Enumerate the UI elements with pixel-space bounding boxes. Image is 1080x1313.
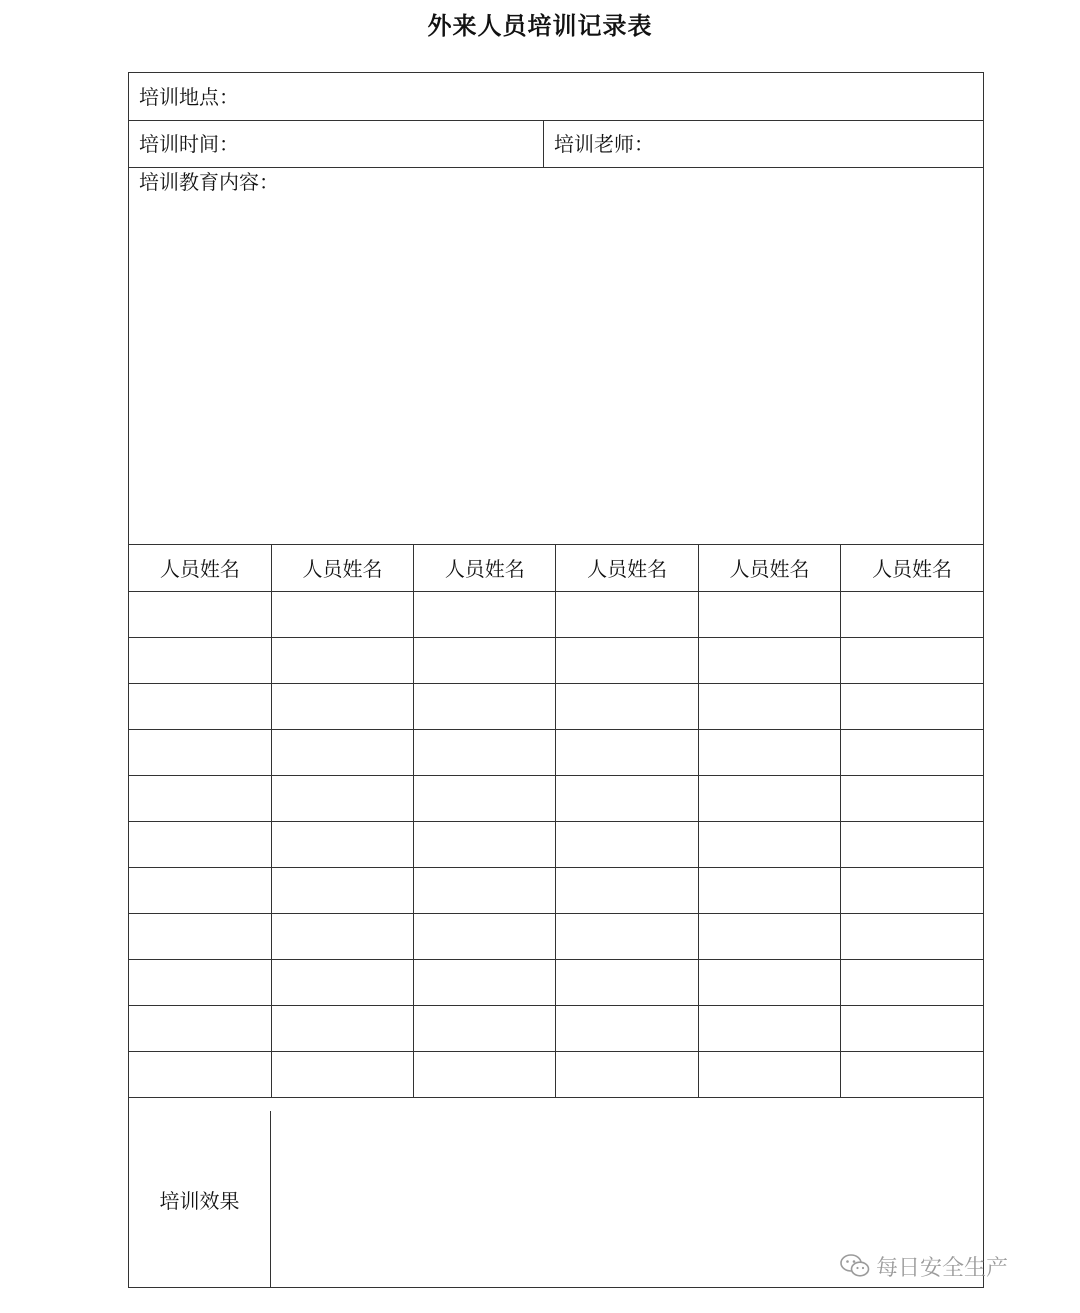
name-header: 人员姓名 — [414, 545, 556, 591]
name-cell — [841, 1005, 983, 1051]
name-cell — [556, 729, 698, 775]
name-cell — [556, 637, 698, 683]
name-cell — [841, 867, 983, 913]
name-header: 人员姓名 — [841, 545, 983, 591]
name-cell — [698, 1051, 840, 1097]
name-cell — [841, 683, 983, 729]
name-header: 人员姓名 — [271, 545, 413, 591]
name-cell — [271, 683, 413, 729]
name-cell — [129, 913, 271, 959]
name-cell — [841, 775, 983, 821]
name-cell — [271, 821, 413, 867]
table-row — [129, 683, 983, 729]
name-cell — [841, 959, 983, 1005]
name-cell — [129, 1005, 271, 1051]
name-cell — [698, 913, 840, 959]
name-cell — [129, 959, 271, 1005]
table-row — [129, 637, 983, 683]
name-cell — [414, 867, 556, 913]
table-row — [129, 1051, 983, 1097]
name-cell — [271, 867, 413, 913]
name-header: 人员姓名 — [698, 545, 840, 591]
teacher-label: 培训老师： — [554, 132, 654, 156]
name-cell — [698, 821, 840, 867]
name-cell — [129, 867, 271, 913]
name-cell — [698, 1005, 840, 1051]
name-cell — [698, 775, 840, 821]
table-row — [129, 729, 983, 775]
watermark-text: 每日安全生产 — [876, 1255, 1009, 1281]
table-row — [129, 1005, 983, 1051]
table-row — [129, 913, 983, 959]
name-cell — [556, 1005, 698, 1051]
name-cell — [841, 1051, 983, 1097]
name-cell — [414, 683, 556, 729]
name-cell — [271, 637, 413, 683]
time-label: 培训时间： — [139, 132, 239, 156]
name-cell — [841, 637, 983, 683]
name-table-body — [129, 591, 983, 1097]
name-cell — [556, 867, 698, 913]
name-cell — [271, 591, 413, 637]
name-cell — [698, 683, 840, 729]
table-row — [129, 867, 983, 913]
table-row — [129, 821, 983, 867]
name-cell — [556, 775, 698, 821]
name-cell — [271, 1051, 413, 1097]
name-cell — [841, 821, 983, 867]
name-cell — [129, 637, 271, 683]
name-cell — [841, 729, 983, 775]
name-cell — [841, 591, 983, 637]
name-cell — [129, 683, 271, 729]
name-cell — [698, 729, 840, 775]
name-cell — [271, 1005, 413, 1051]
table-row — [129, 591, 983, 637]
content-label: 培训教育内容： — [139, 170, 279, 194]
name-cell — [129, 591, 271, 637]
content-row — [129, 168, 983, 545]
wechat-icon — [840, 1253, 870, 1279]
name-cell — [129, 775, 271, 821]
table-row — [129, 775, 983, 821]
name-cell — [414, 729, 556, 775]
name-cell — [414, 821, 556, 867]
watermark — [840, 1251, 1008, 1281]
name-cell — [556, 959, 698, 1005]
name-header: 人员姓名 — [129, 545, 271, 591]
name-cell — [556, 683, 698, 729]
name-cell — [556, 1051, 698, 1097]
time-teacher-row — [129, 121, 983, 168]
name-cell — [556, 913, 698, 959]
name-cell — [129, 821, 271, 867]
name-cell — [698, 591, 840, 637]
name-cell — [698, 637, 840, 683]
name-cell — [556, 821, 698, 867]
attendee-name-table — [129, 545, 983, 1098]
name-cell — [414, 913, 556, 959]
name-cell — [129, 1051, 271, 1097]
name-cell — [414, 1005, 556, 1051]
name-cell — [414, 637, 556, 683]
name-header-row — [129, 545, 983, 591]
name-cell — [698, 867, 840, 913]
name-cell — [271, 959, 413, 1005]
form-title: 外来人员培训记录表 — [427, 11, 653, 40]
name-cell — [698, 959, 840, 1005]
name-cell — [271, 729, 413, 775]
name-cell — [414, 959, 556, 1005]
name-cell — [556, 591, 698, 637]
name-cell — [414, 775, 556, 821]
effect-label: 培训效果 — [129, 1111, 271, 1287]
name-cell — [414, 591, 556, 637]
location-row — [129, 73, 983, 121]
location-label: 培训地点： — [139, 85, 239, 109]
name-cell — [271, 913, 413, 959]
table-row — [129, 959, 983, 1005]
name-cell — [841, 913, 983, 959]
name-cell — [414, 1051, 556, 1097]
name-cell — [271, 775, 413, 821]
name-header: 人员姓名 — [556, 545, 698, 591]
name-cell — [129, 729, 271, 775]
column-divider — [543, 121, 544, 168]
training-record-form — [128, 72, 984, 1288]
